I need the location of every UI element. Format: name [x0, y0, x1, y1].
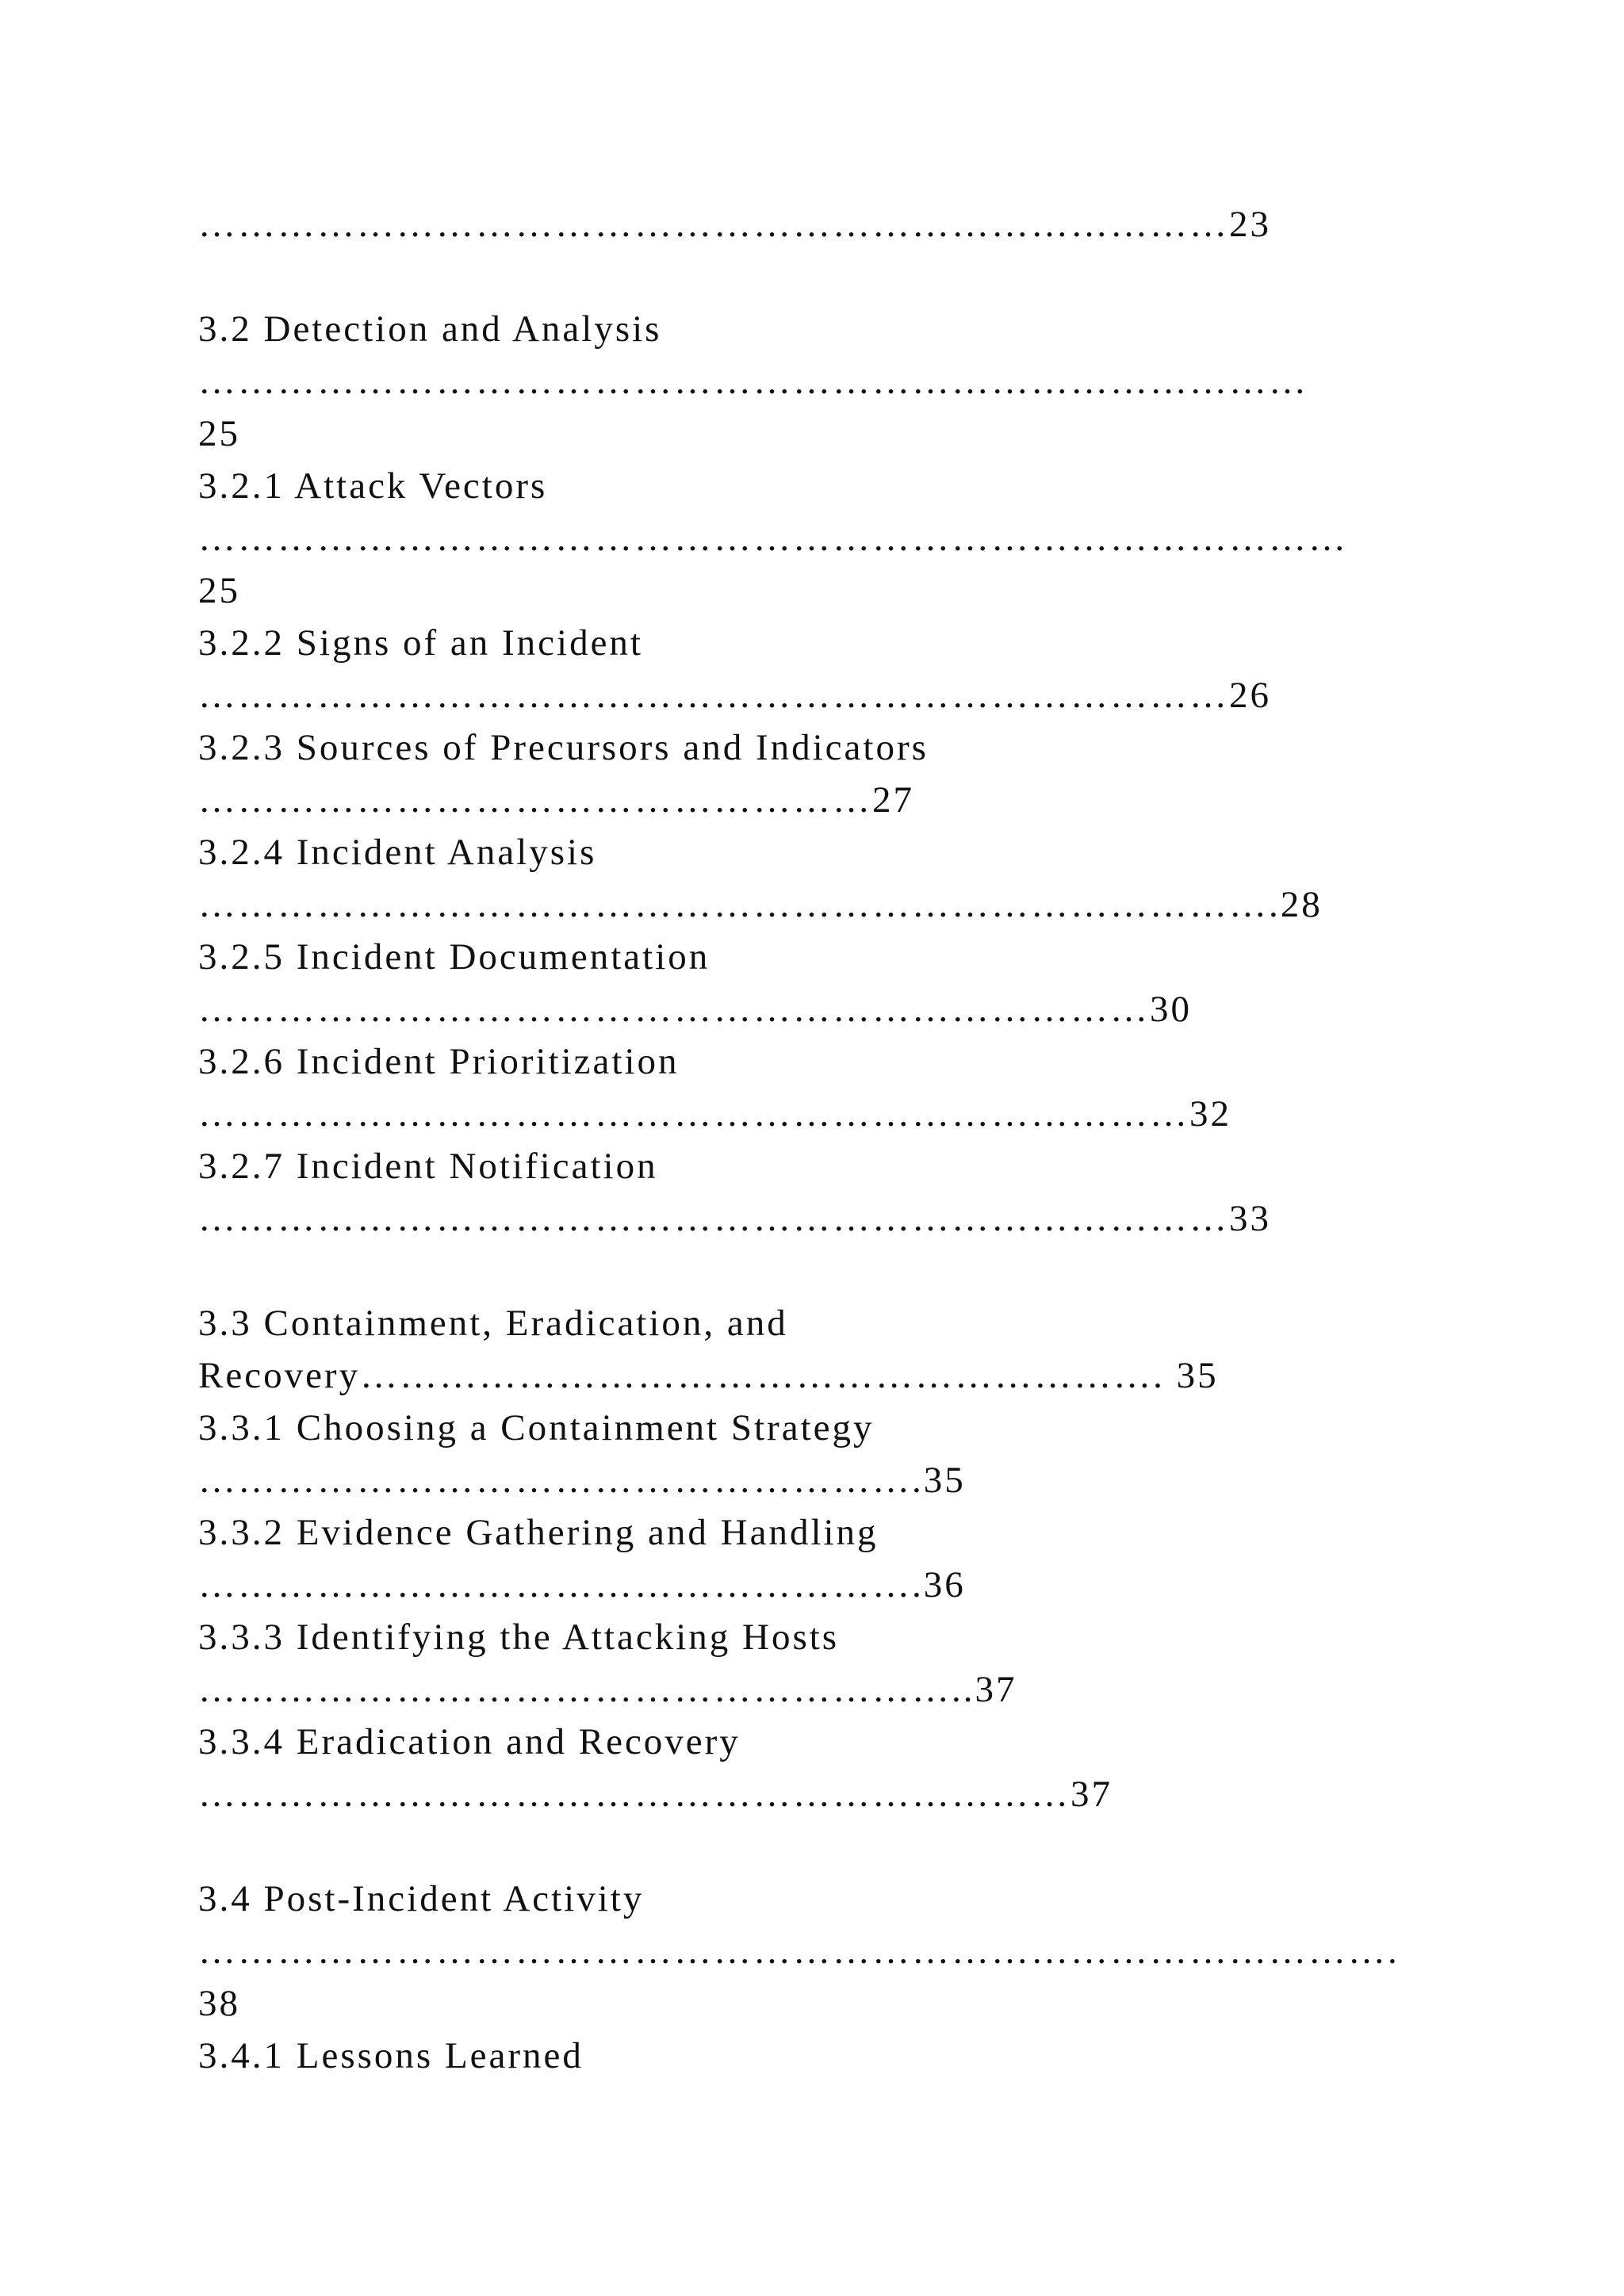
blank-line	[198, 1245, 1435, 1297]
blank-line	[198, 251, 1435, 303]
toc-entry-title: 3.2.4 Incident Analysis	[198, 832, 597, 873]
toc-entry-title: 3.2.1 Attack Vectors	[198, 465, 548, 507]
toc-entry-title: 3.2.3 Sources of Precursors and Indicators	[198, 727, 929, 768]
toc-section-heading-continued: Recovery……………………………………………………. 35	[198, 1355, 1219, 1396]
toc-section-heading: 3.3 Containment, Eradication, and	[198, 1303, 788, 1344]
toc-leader-line: ……………………………………………………………………23	[198, 204, 1271, 245]
toc-entry-title: 3.2.6 Incident Prioritization	[198, 1041, 680, 1082]
toc-leader-line: ……………………………………………………………………….28	[198, 884, 1323, 925]
toc-section-heading: 3.2 Detection and Analysis	[198, 308, 662, 350]
toc-leader-line: ……………………………………………………………………26	[198, 675, 1271, 716]
toc-leader-line: …………………………………………………………37	[198, 1774, 1113, 1815]
blank-line	[198, 1820, 1435, 1873]
toc-leader-line: ……………………………………………….36	[198, 1564, 966, 1605]
toc-entry-title: 3.4.1 Lessons Learned	[198, 2035, 584, 2076]
toc-leader-line: …………………………………………………..37	[198, 1669, 1017, 1710]
toc-entry-title: 3.3.1 Choosing a Containment Strategy	[198, 1407, 875, 1448]
toc-leader-line: ……………………………………………………………………………….	[198, 1931, 1400, 1972]
toc-entry-title: 3.3.2 Evidence Gathering and Handling	[198, 1512, 879, 1553]
toc-leader-line: …………………………………………………………………………	[198, 361, 1308, 402]
toc-entry-title: 3.3.3 Identifying the Attacking Hosts	[198, 1617, 840, 1658]
toc-section-heading: 3.4 Post-Incident Activity	[198, 1878, 645, 1919]
toc-leader-line: ……………………………………………………………………33	[198, 1198, 1271, 1239]
toc-entry-title: 3.2.7 Incident Notification	[198, 1146, 658, 1187]
toc-page-number: 25	[198, 570, 240, 611]
toc-page-number: 38	[198, 1983, 240, 2024]
toc-leader-line: ……………………………………………………………………………	[198, 518, 1348, 559]
toc-leader-line: …………………………………………………………………32	[198, 1093, 1231, 1135]
toc-entry-title: 3.3.4 Eradication and Recovery	[198, 1721, 741, 1762]
toc-page-number: 25	[198, 413, 240, 454]
toc-leader-line: ………………………………………………………………30	[198, 989, 1192, 1030]
toc-entry-title: 3.2.5 Incident Documentation	[198, 936, 710, 978]
table-of-contents	[198, 198, 1435, 2082]
toc-leader-line: ……………………………………………27	[198, 779, 914, 821]
toc-entry-title: 3.2.2 Signs of an Incident	[198, 622, 643, 664]
toc-leader-line: ……………………………………………….35	[198, 1460, 966, 1501]
